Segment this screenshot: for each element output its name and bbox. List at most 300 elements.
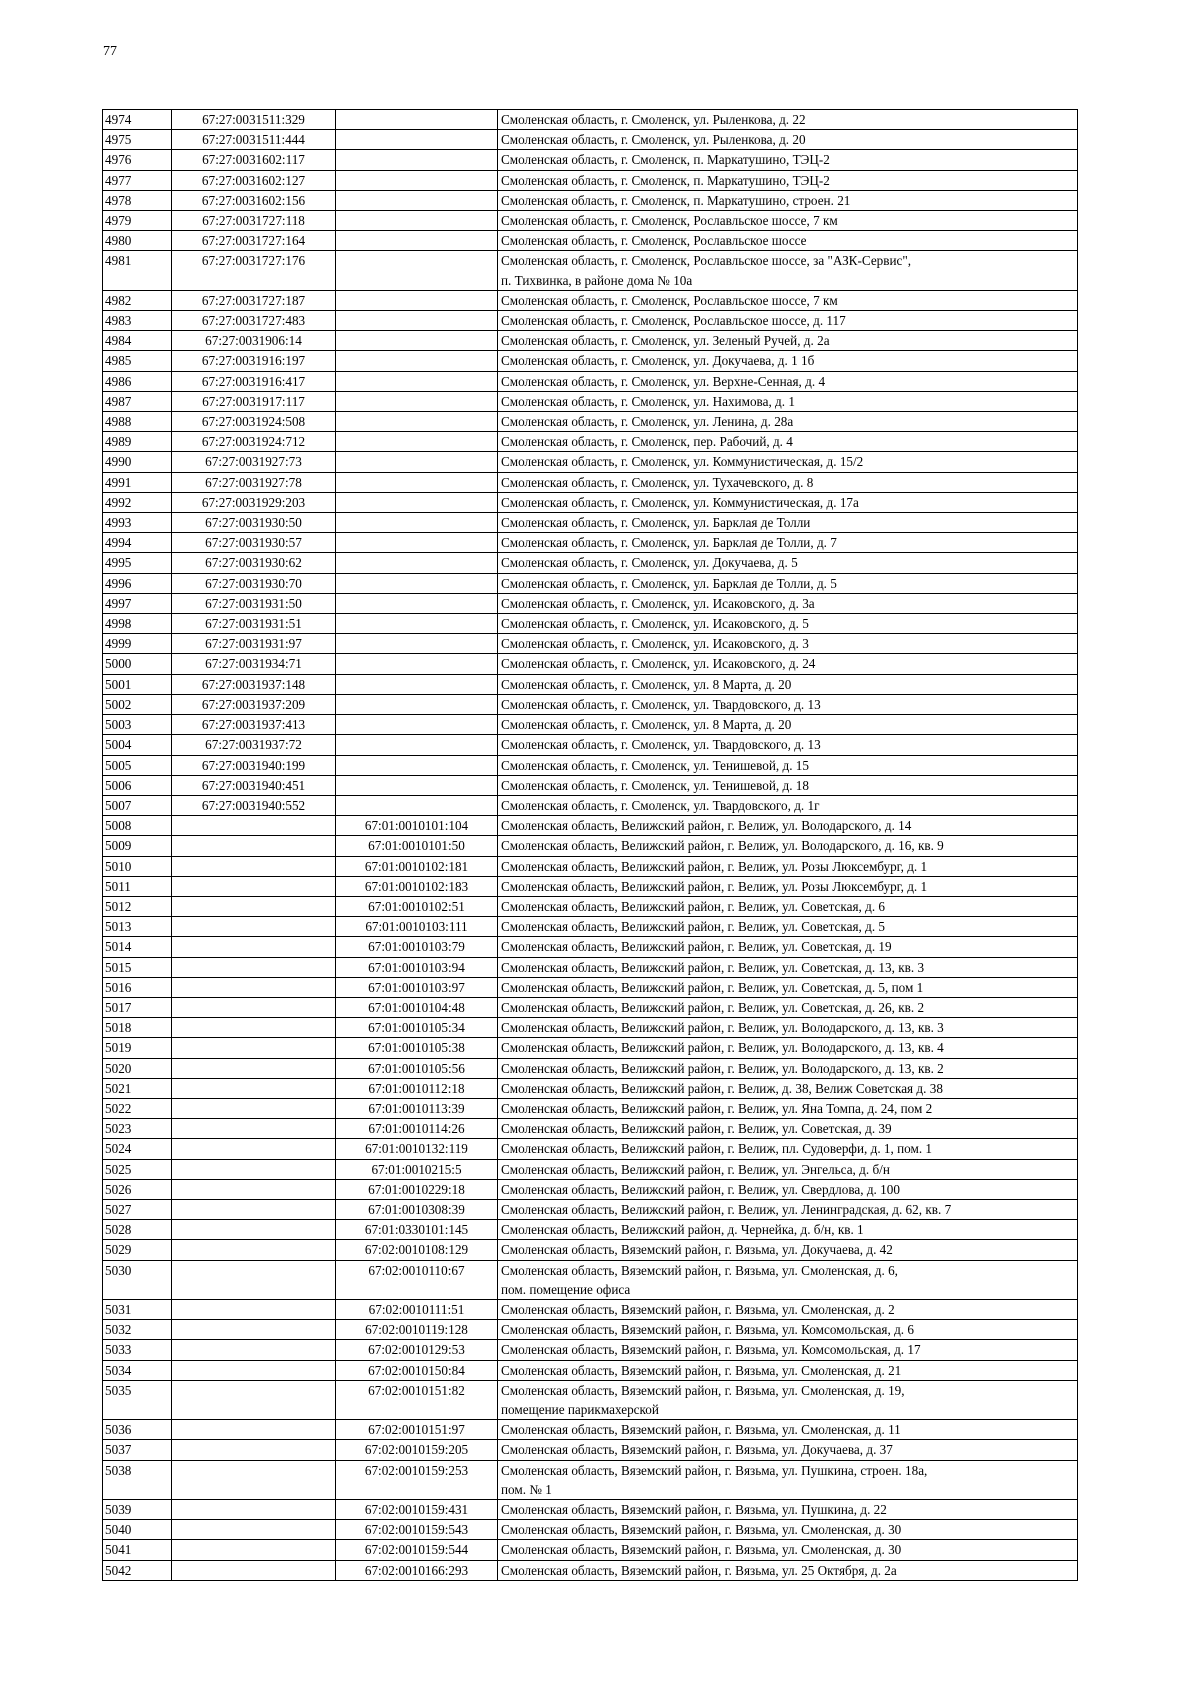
- address-cell: [498, 836, 1078, 856]
- row-number-cell: 5032: [103, 1320, 172, 1340]
- cadastral-number-alt-cell: 67:01:0330101:145: [336, 1220, 498, 1240]
- cadastral-number-cell: 67:27:0031924:508: [172, 412, 336, 432]
- address-cell: [498, 452, 1078, 472]
- cadastral-number-cell: [172, 1199, 336, 1219]
- row-number-cell: 5010: [103, 856, 172, 876]
- cadastral-number-cell: 67:27:0031927:78: [172, 472, 336, 492]
- address-cell: [498, 1520, 1078, 1540]
- address-line: Смоленская область, Вяземский район, г. Вязьма, ул. Смоленская, д. 30: [501, 1542, 902, 1558]
- cadastral-number-alt-cell: 67:01:0010114:26: [336, 1119, 498, 1139]
- cadastral-number-cell: [172, 1360, 336, 1380]
- row-number-cell: 5042: [103, 1560, 172, 1580]
- address-line: Смоленская область, Велижский район, г. Велиж, ул. Володарского, д. 13, кв. 2: [501, 1060, 944, 1076]
- table-row: [103, 593, 1078, 613]
- cadastral-number-alt-cell: [336, 472, 498, 492]
- address-line: Смоленская область, г. Смоленск, ул. Исаковского, д. 3а: [501, 595, 815, 611]
- table-row: [103, 1220, 1078, 1240]
- cadastral-number-cell: 67:27:0031930:62: [172, 553, 336, 573]
- row-number-cell: 5019: [103, 1038, 172, 1058]
- address-line: Смоленская область, г. Смоленск, ул. Твардовского, д. 13: [501, 696, 821, 712]
- cadastral-number-cell: [172, 1420, 336, 1440]
- address-line: Смоленская область, Вяземский район, г. Вязьма, ул. Смоленская, д. 6,: [501, 1262, 898, 1278]
- row-number-cell: 4975: [103, 130, 172, 150]
- table-row: [103, 977, 1078, 997]
- cadastral-number-alt-cell: 67:01:0010101:104: [336, 816, 498, 836]
- cadastral-number-alt-cell: 67:01:0010102:51: [336, 896, 498, 916]
- table-row: [103, 533, 1078, 553]
- cadastral-number-cell: 67:27:0031931:97: [172, 634, 336, 654]
- address-cell: [498, 351, 1078, 371]
- address-cell: [498, 170, 1078, 190]
- cadastral-number-alt-cell: [336, 150, 498, 170]
- address-line: Смоленская область, Велижский район, г. Велиж, ул. Володарского, д. 13, кв. 4: [501, 1040, 944, 1056]
- cadastral-number-cell: [172, 836, 336, 856]
- address-line: Смоленская область, г. Смоленск, ул. Рыленкова, д. 20: [501, 132, 806, 148]
- table-body: [103, 110, 1078, 1581]
- row-number-cell: 4996: [103, 573, 172, 593]
- address-cell: [498, 290, 1078, 310]
- cadastral-number-alt-cell: 67:02:0010159:253: [336, 1460, 498, 1499]
- cadastral-number-alt-cell: [336, 553, 498, 573]
- cadastral-number-cell: [172, 1520, 336, 1540]
- address-line: Смоленская область, г. Смоленск, ул. Рыленкова, д. 22: [501, 112, 806, 127]
- address-cell: [498, 876, 1078, 896]
- cadastral-number-alt-cell: 67:02:0010159:431: [336, 1500, 498, 1520]
- table-row: [103, 1260, 1078, 1299]
- cadastral-number-cell: 67:27:0031940:199: [172, 755, 336, 775]
- row-number-cell: 4989: [103, 432, 172, 452]
- address-cell: [498, 917, 1078, 937]
- cadastral-number-alt-cell: 67:01:0010215:5: [336, 1159, 498, 1179]
- table-row: [103, 391, 1078, 411]
- table-row: [103, 1360, 1078, 1380]
- address-line: Смоленская область, Велижский район, г. Велиж, ул. Ленинградская, д. 62, кв. 7: [501, 1201, 952, 1217]
- cadastral-number-cell: 67:27:0031937:148: [172, 674, 336, 694]
- cadastral-number-cell: [172, 1260, 336, 1299]
- cadastral-number-alt-cell: 67:01:0010105:38: [336, 1038, 498, 1058]
- cadastral-number-cell: 67:27:0031930:57: [172, 533, 336, 553]
- cadastral-number-cell: [172, 1220, 336, 1240]
- address-cell: [498, 1038, 1078, 1058]
- table-row: [103, 150, 1078, 170]
- row-number-cell: 5041: [103, 1540, 172, 1560]
- cadastral-number-cell: [172, 997, 336, 1017]
- row-number-cell: 4999: [103, 634, 172, 654]
- cadastral-number-alt-cell: [336, 492, 498, 512]
- row-number-cell: 4984: [103, 331, 172, 351]
- row-number-cell: 5023: [103, 1119, 172, 1139]
- cadastral-number-cell: 67:27:0031916:417: [172, 371, 336, 391]
- cadastral-number-alt-cell: 67:02:0010110:67: [336, 1260, 498, 1299]
- address-line: пом. помещение офиса: [501, 1281, 631, 1297]
- address-cell: [498, 1380, 1078, 1419]
- cadastral-number-alt-cell: 67:02:0010159:205: [336, 1440, 498, 1460]
- address-line: Смоленская область, Велижский район, г. Велиж, д. 38, Велиж Советская д. 38: [501, 1080, 943, 1096]
- table-row: [103, 775, 1078, 795]
- row-number-cell: 5035: [103, 1380, 172, 1419]
- cadastral-number-cell: 67:27:0031511:329: [172, 110, 336, 130]
- address-line: Смоленская область, Вяземский район, г. Вязьма, ул. Комсомольская, д. 17: [501, 1342, 921, 1358]
- cadastral-number-alt-cell: 67:02:0010166:293: [336, 1560, 498, 1580]
- cadastral-number-alt-cell: 67:02:0010159:544: [336, 1540, 498, 1560]
- table-row: [103, 1018, 1078, 1038]
- table-row: [103, 1038, 1078, 1058]
- address-cell: [498, 1098, 1078, 1118]
- address-line: Смоленская область, Велижский район, г. Велиж, ул. Володарского, д. 14: [501, 818, 912, 834]
- table-row: [103, 211, 1078, 231]
- address-line: Смоленская область, Вяземский район, г. Вязьма, ул. Докучаева, д. 42: [501, 1242, 893, 1258]
- cadastral-number-cell: [172, 856, 336, 876]
- table-row: [103, 876, 1078, 896]
- row-number-cell: 4995: [103, 553, 172, 573]
- table-row: [103, 231, 1078, 251]
- cadastral-number-cell: 67:27:0031727:187: [172, 290, 336, 310]
- table-row: [103, 1320, 1078, 1340]
- address-cell: [498, 1320, 1078, 1340]
- address-cell: [498, 1058, 1078, 1078]
- row-number-cell: 5038: [103, 1460, 172, 1499]
- cadastral-number-cell: [172, 1139, 336, 1159]
- cadastral-number-alt-cell: 67:02:0010111:51: [336, 1299, 498, 1319]
- address-line: Смоленская область, г. Смоленск, Рославльское шоссе, 7 км: [501, 292, 838, 308]
- address-line: Смоленская область, Велижский район, г. Велиж, ул. Свердлова, д. 100: [501, 1181, 900, 1197]
- address-line: Смоленская область, г. Смоленск, пер. Рабочий, д. 4: [501, 434, 793, 450]
- address-cell: [498, 211, 1078, 231]
- address-line: Смоленская область, г. Смоленск, ул. Барклая де Толли, д. 7: [501, 535, 837, 551]
- cadastral-number-alt-cell: [336, 795, 498, 815]
- address-cell: [498, 573, 1078, 593]
- address-line: Смоленская область, Вяземский район, г. Вязьма, ул. Докучаева, д. 37: [501, 1442, 893, 1458]
- row-number-cell: 5007: [103, 795, 172, 815]
- property-table: [102, 109, 1078, 1581]
- address-line: Смоленская область, Вяземский район, г. Вязьма, ул. Смоленская, д. 21: [501, 1362, 902, 1378]
- table-row: [103, 614, 1078, 634]
- cadastral-number-cell: [172, 1460, 336, 1499]
- cadastral-number-alt-cell: 67:02:0010119:128: [336, 1320, 498, 1340]
- address-cell: [498, 190, 1078, 210]
- cadastral-number-alt-cell: 67:01:0010103:94: [336, 957, 498, 977]
- address-cell: [498, 1018, 1078, 1038]
- address-line: Смоленская область, Вяземский район, г. Вязьма, ул. Смоленская, д. 2: [501, 1301, 895, 1317]
- table-row: [103, 1540, 1078, 1560]
- address-cell: [498, 1440, 1078, 1460]
- address-line: Смоленская область, Велижский район, г. Велиж, ул. Советская, д. 6: [501, 898, 886, 914]
- address-cell: [498, 1299, 1078, 1319]
- row-number-cell: 4986: [103, 371, 172, 391]
- cadastral-number-alt-cell: 67:01:0010105:56: [336, 1058, 498, 1078]
- address-line: Смоленская область, Велижский район, г. Велиж, ул. Советская, д. 5: [501, 919, 886, 935]
- address-cell: [498, 896, 1078, 916]
- row-number-cell: 5012: [103, 896, 172, 916]
- address-cell: [498, 775, 1078, 795]
- cadastral-number-alt-cell: [336, 654, 498, 674]
- row-number-cell: 4977: [103, 170, 172, 190]
- table-row: [103, 957, 1078, 977]
- cadastral-number-cell: [172, 1078, 336, 1098]
- table-row: [103, 1199, 1078, 1219]
- address-cell: [498, 997, 1078, 1017]
- address-line: Смоленская область, Вяземский район, г. Вязьма, ул. Смоленская, д. 11: [501, 1422, 901, 1438]
- address-cell: [498, 1139, 1078, 1159]
- address-cell: [498, 1540, 1078, 1560]
- address-cell: [498, 614, 1078, 634]
- row-number-cell: 4981: [103, 251, 172, 290]
- table-row: [103, 1560, 1078, 1580]
- row-number-cell: 5031: [103, 1299, 172, 1319]
- address-line: Смоленская область, г. Смоленск, ул. Коммунистическая, д. 15/2: [501, 454, 864, 470]
- address-line: Смоленская область, г. Смоленск, ул. Исаковского, д. 24: [501, 656, 816, 672]
- cadastral-number-cell: [172, 1380, 336, 1419]
- cadastral-number-cell: 67:27:0031917:117: [172, 391, 336, 411]
- table-row: [103, 472, 1078, 492]
- cadastral-number-alt-cell: 67:02:0010150:84: [336, 1360, 498, 1380]
- row-number-cell: 5020: [103, 1058, 172, 1078]
- table-row: [103, 694, 1078, 714]
- row-number-cell: 4993: [103, 513, 172, 533]
- address-line: Смоленская область, г. Смоленск, ул. Исаковского, д. 3: [501, 636, 809, 652]
- table-row: [103, 1159, 1078, 1179]
- table-row: [103, 735, 1078, 755]
- row-number-cell: 5004: [103, 735, 172, 755]
- cadastral-number-alt-cell: [336, 715, 498, 735]
- cadastral-number-cell: 67:27:0031930:70: [172, 573, 336, 593]
- table-row: [103, 1340, 1078, 1360]
- cadastral-number-cell: 67:27:0031937:413: [172, 715, 336, 735]
- cadastral-number-cell: 67:27:0031727:176: [172, 251, 336, 290]
- cadastral-number-alt-cell: [336, 331, 498, 351]
- cadastral-number-cell: [172, 1240, 336, 1260]
- address-line: Смоленская область, Вяземский район, г. Вязьма, ул. Пушкина, д. 22: [501, 1502, 887, 1518]
- cadastral-number-cell: [172, 1320, 336, 1340]
- row-number-cell: 5022: [103, 1098, 172, 1118]
- address-line: Смоленская область, г. Смоленск, ул. Коммунистическая, д. 17а: [501, 494, 859, 510]
- table-row: [103, 1380, 1078, 1419]
- cadastral-number-cell: [172, 1159, 336, 1179]
- table-row: [103, 1440, 1078, 1460]
- cadastral-number-cell: [172, 1058, 336, 1078]
- address-line: Смоленская область, Велижский район, г. Велиж, ул. Энгельса, д. б/н: [501, 1161, 890, 1177]
- address-line: Смоленская область, г. Смоленск, ул. Исаковского, д. 5: [501, 616, 809, 632]
- address-line: Смоленская область, Велижский район, г. Велиж, ул. Володарского, д. 13, кв. 3: [501, 1020, 944, 1036]
- cadastral-number-alt-cell: 67:01:0010104:48: [336, 997, 498, 1017]
- address-line: Смоленская область, г. Смоленск, Рославльское шоссе, д. 117: [501, 313, 846, 329]
- row-number-cell: 4998: [103, 614, 172, 634]
- address-line: Смоленская область, Велижский район, г. Велиж, ул. Яна Томпа, д. 24, пом 2: [501, 1100, 933, 1116]
- table-row: [103, 1460, 1078, 1499]
- cadastral-number-cell: 67:27:0031727:118: [172, 211, 336, 231]
- cadastral-number-alt-cell: 67:01:0010101:50: [336, 836, 498, 856]
- cadastral-number-cell: 67:27:0031940:451: [172, 775, 336, 795]
- cadastral-number-alt-cell: 67:01:0010113:39: [336, 1098, 498, 1118]
- row-number-cell: 4988: [103, 412, 172, 432]
- cadastral-number-cell: [172, 977, 336, 997]
- address-line: Смоленская область, г. Смоленск, ул. Докучаева, д. 1 1б: [501, 353, 815, 369]
- address-line: Смоленская область, Вяземский район, г. Вязьма, ул. Комсомольская, д. 6: [501, 1322, 914, 1338]
- cadastral-number-cell: [172, 1440, 336, 1460]
- table-row: [103, 997, 1078, 1017]
- cadastral-number-alt-cell: 67:02:0010151:97: [336, 1420, 498, 1440]
- address-cell: [498, 1199, 1078, 1219]
- address-line: Смоленская область, г. Смоленск, п. Маркатушино, ТЭЦ-2: [501, 152, 830, 168]
- address-cell: [498, 1260, 1078, 1299]
- row-number-cell: 5017: [103, 997, 172, 1017]
- table-row: [103, 331, 1078, 351]
- row-number-cell: 5002: [103, 694, 172, 714]
- row-number-cell: 5026: [103, 1179, 172, 1199]
- table-row: [103, 715, 1078, 735]
- address-cell: [498, 1360, 1078, 1380]
- cadastral-number-alt-cell: [336, 634, 498, 654]
- address-cell: [498, 795, 1078, 815]
- address-cell: [498, 1240, 1078, 1260]
- table-row: [103, 492, 1078, 512]
- cadastral-number-alt-cell: [336, 694, 498, 714]
- cadastral-number-cell: [172, 1119, 336, 1139]
- row-number-cell: 5025: [103, 1159, 172, 1179]
- address-cell: [498, 1460, 1078, 1499]
- address-cell: [498, 957, 1078, 977]
- cadastral-number-cell: 67:27:0031602:117: [172, 150, 336, 170]
- address-cell: [498, 977, 1078, 997]
- cadastral-number-cell: 67:27:0031924:712: [172, 432, 336, 452]
- address-line: Смоленская область, г. Смоленск, ул. Нахимова, д. 1: [501, 393, 795, 409]
- address-line: п. Тихвинка, в районе дома № 10а: [501, 272, 693, 288]
- address-line: Смоленская область, г. Смоленск, ул. 8 Марта, д. 20: [501, 676, 792, 692]
- row-number-cell: 5040: [103, 1520, 172, 1540]
- table-row: [103, 836, 1078, 856]
- address-line: Смоленская область, г. Смоленск, Рославльское шоссе, 7 км: [501, 213, 838, 229]
- table-row: [103, 1420, 1078, 1440]
- address-line: Смоленская область, г. Смоленск, Рославльское шоссе: [501, 233, 807, 249]
- table-row: [103, 1179, 1078, 1199]
- table-row: [103, 573, 1078, 593]
- address-line: Смоленская область, Велижский район, г. Велиж, ул. Советская, д. 39: [501, 1121, 892, 1137]
- row-number-cell: 5011: [103, 876, 172, 896]
- table-row: [103, 513, 1078, 533]
- table-row: [103, 795, 1078, 815]
- table-row: [103, 654, 1078, 674]
- cadastral-number-cell: [172, 876, 336, 896]
- address-line: Смоленская область, г. Смоленск, ул. Твардовского, д. 13: [501, 737, 821, 753]
- table-row: [103, 553, 1078, 573]
- cadastral-number-alt-cell: [336, 371, 498, 391]
- cadastral-number-alt-cell: [336, 755, 498, 775]
- cadastral-number-alt-cell: [336, 231, 498, 251]
- row-number-cell: 4976: [103, 150, 172, 170]
- cadastral-number-cell: [172, 1038, 336, 1058]
- cadastral-number-cell: [172, 1299, 336, 1319]
- address-cell: [498, 1078, 1078, 1098]
- cadastral-number-alt-cell: [336, 513, 498, 533]
- cadastral-number-alt-cell: [336, 432, 498, 452]
- cadastral-number-alt-cell: [336, 674, 498, 694]
- row-number-cell: 5037: [103, 1440, 172, 1460]
- address-cell: [498, 311, 1078, 331]
- table-row: [103, 1240, 1078, 1260]
- address-line: Смоленская область, Вяземский район, г. Вязьма, ул. Смоленская, д. 30: [501, 1522, 902, 1538]
- address-line: Смоленская область, Вяземский район, г. Вязьма, ул. 25 Октября, д. 2а: [501, 1562, 897, 1578]
- table-row: [103, 190, 1078, 210]
- address-cell: [498, 856, 1078, 876]
- address-cell: [498, 937, 1078, 957]
- cadastral-number-alt-cell: [336, 190, 498, 210]
- table-row: [103, 634, 1078, 654]
- address-line: Смоленская область, Велижский район, г. Велиж, ул. Советская, д. 13, кв. 3: [501, 959, 925, 975]
- row-number-cell: 4974: [103, 110, 172, 130]
- cadastral-number-cell: 67:27:0031940:552: [172, 795, 336, 815]
- address-line: Смоленская область, Велижский район, г. Велиж, ул. Розы Люксембург, д. 1: [501, 878, 928, 894]
- table-row: [103, 917, 1078, 937]
- cadastral-number-alt-cell: [336, 290, 498, 310]
- row-number-cell: 5021: [103, 1078, 172, 1098]
- cadastral-number-cell: [172, 1340, 336, 1360]
- cadastral-number-cell: 67:27:0031937:72: [172, 735, 336, 755]
- cadastral-number-alt-cell: [336, 110, 498, 130]
- cadastral-number-cell: [172, 896, 336, 916]
- row-number-cell: 4985: [103, 351, 172, 371]
- cadastral-number-cell: 67:27:0031927:73: [172, 452, 336, 472]
- row-number-cell: 5024: [103, 1139, 172, 1159]
- cadastral-number-alt-cell: [336, 573, 498, 593]
- address-line: Смоленская область, г. Смоленск, ул. 8 Марта, д. 20: [501, 717, 792, 733]
- cadastral-number-alt-cell: 67:01:0010103:79: [336, 937, 498, 957]
- cadastral-number-alt-cell: [336, 452, 498, 472]
- address-cell: [498, 513, 1078, 533]
- table-row: [103, 290, 1078, 310]
- cadastral-number-alt-cell: 67:01:0010102:181: [336, 856, 498, 876]
- table-row: [103, 1078, 1078, 1098]
- table-row: [103, 1098, 1078, 1118]
- table-row: [103, 937, 1078, 957]
- cadastral-number-alt-cell: 67:01:0010102:183: [336, 876, 498, 896]
- row-number-cell: 4978: [103, 190, 172, 210]
- page-number: 77: [103, 44, 117, 59]
- address-cell: [498, 735, 1078, 755]
- cadastral-number-cell: [172, 917, 336, 937]
- address-cell: [498, 755, 1078, 775]
- cadastral-number-alt-cell: 67:01:0010103:111: [336, 917, 498, 937]
- cadastral-number-cell: 67:27:0031511:444: [172, 130, 336, 150]
- address-cell: [498, 130, 1078, 150]
- table-row: [103, 251, 1078, 290]
- row-number-cell: 4992: [103, 492, 172, 512]
- address-line: Смоленская область, Велижский район, г. Велиж, ул. Володарского, д. 16, кв. 9: [501, 838, 944, 854]
- address-cell: [498, 331, 1078, 351]
- address-cell: [498, 231, 1078, 251]
- cadastral-number-alt-cell: [336, 251, 498, 290]
- address-line: Смоленская область, г. Смоленск, п. Маркатушино, строен. 21: [501, 192, 851, 208]
- address-cell: [498, 1119, 1078, 1139]
- cadastral-number-alt-cell: [336, 211, 498, 231]
- address-line: Смоленская область, г. Смоленск, п. Маркатушино, ТЭЦ-2: [501, 172, 830, 188]
- cadastral-number-cell: [172, 1018, 336, 1038]
- address-line: Смоленская область, Велижский район, г. Велиж, ул. Розы Люксембург, д. 1: [501, 858, 928, 874]
- address-line: пом. № 1: [501, 1481, 552, 1497]
- table-row: [103, 311, 1078, 331]
- address-cell: [498, 472, 1078, 492]
- address-line: Смоленская область, г. Смоленск, ул. Ленина, д. 28а: [501, 414, 794, 430]
- address-cell: [498, 694, 1078, 714]
- address-cell: [498, 110, 1078, 130]
- cadastral-number-alt-cell: [336, 130, 498, 150]
- row-number-cell: 4979: [103, 211, 172, 231]
- address-cell: [498, 1420, 1078, 1440]
- cadastral-number-cell: 67:27:0031937:209: [172, 694, 336, 714]
- address-cell: [498, 1560, 1078, 1580]
- cadastral-number-cell: 67:27:0031929:203: [172, 492, 336, 512]
- row-number-cell: 4991: [103, 472, 172, 492]
- cadastral-number-alt-cell: 67:01:0010229:18: [336, 1179, 498, 1199]
